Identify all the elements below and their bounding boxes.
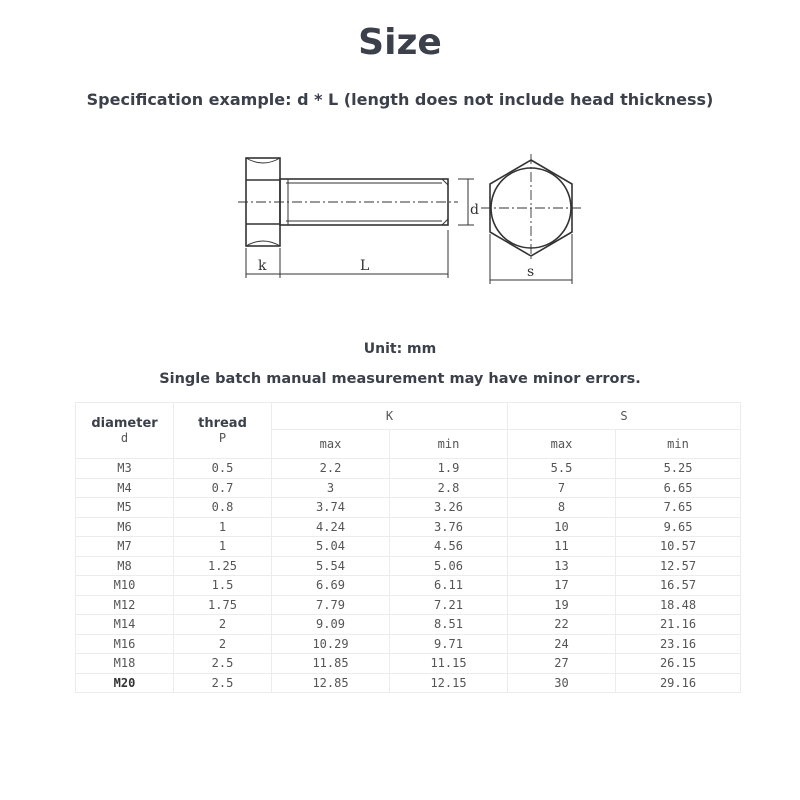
cell-s-max: 24 bbox=[508, 634, 616, 654]
bolt-diagram bbox=[236, 150, 586, 285]
cell-k-max: 11.85 bbox=[272, 654, 390, 674]
label-s: s bbox=[527, 264, 535, 280]
header-s-min: min bbox=[616, 430, 741, 459]
table-row bbox=[76, 595, 741, 615]
cell-k-max: 3.74 bbox=[272, 498, 390, 518]
cell-s-min: 18.48 bbox=[616, 595, 741, 615]
cell-k-min: 4.56 bbox=[390, 537, 508, 557]
cell-s-max: 22 bbox=[508, 615, 616, 635]
table-row bbox=[76, 459, 741, 479]
cell-diameter: M4 bbox=[76, 478, 174, 498]
cell-k-min: 3.26 bbox=[390, 498, 508, 518]
cell-thread: 1 bbox=[174, 517, 272, 537]
cell-diameter: M8 bbox=[76, 556, 174, 576]
table-row bbox=[76, 556, 741, 576]
header-s-max: max bbox=[508, 430, 616, 459]
cell-k-max: 9.09 bbox=[272, 615, 390, 635]
cell-k-max: 3 bbox=[272, 478, 390, 498]
table-row bbox=[76, 478, 741, 498]
cell-s-max: 7 bbox=[508, 478, 616, 498]
header-diameter: diameter d bbox=[76, 403, 174, 459]
cell-s-max: 17 bbox=[508, 576, 616, 596]
table-row bbox=[76, 517, 741, 537]
cell-k-max: 10.29 bbox=[272, 634, 390, 654]
cell-k-min: 3.76 bbox=[390, 517, 508, 537]
cell-k-min: 1.9 bbox=[390, 459, 508, 479]
cell-k-min: 8.51 bbox=[390, 615, 508, 635]
header-diameter-symbol: d bbox=[120, 431, 129, 445]
cell-k-min: 11.15 bbox=[390, 654, 508, 674]
table-row bbox=[76, 576, 741, 596]
cell-diameter: M7 bbox=[76, 537, 174, 557]
cell-thread: 1 bbox=[174, 537, 272, 557]
cell-diameter: M14 bbox=[76, 615, 174, 635]
cell-k-min: 5.06 bbox=[390, 556, 508, 576]
header-k-min: min bbox=[390, 430, 508, 459]
cell-k-max: 5.04 bbox=[272, 537, 390, 557]
unit-label: Unit: mm bbox=[363, 341, 437, 357]
cell-diameter: M18 bbox=[76, 654, 174, 674]
cell-s-min: 16.57 bbox=[616, 576, 741, 596]
cell-s-min: 5.25 bbox=[616, 459, 741, 479]
cell-k-min: 7.21 bbox=[390, 595, 508, 615]
cell-s-min: 12.57 bbox=[616, 556, 741, 576]
cell-diameter: M3 bbox=[76, 459, 174, 479]
cell-thread: 0.7 bbox=[174, 478, 272, 498]
table-row bbox=[76, 615, 741, 635]
cell-s-min: 21.16 bbox=[616, 615, 741, 635]
cell-thread: 0.5 bbox=[174, 459, 272, 479]
cell-s-min: 23.16 bbox=[616, 634, 741, 654]
spec-table bbox=[75, 402, 741, 693]
cell-s-max: 30 bbox=[508, 673, 616, 693]
table-row bbox=[76, 498, 741, 518]
table-row bbox=[76, 634, 741, 654]
header-s: S bbox=[508, 403, 741, 430]
cell-diameter: M5 bbox=[76, 498, 174, 518]
cell-k-max: 6.69 bbox=[272, 576, 390, 596]
cell-k-min: 6.11 bbox=[390, 576, 508, 596]
cell-thread: 0.8 bbox=[174, 498, 272, 518]
cell-s-max: 8 bbox=[508, 498, 616, 518]
page-title: Size bbox=[358, 22, 442, 63]
cell-k-min: 2.8 bbox=[390, 478, 508, 498]
cell-thread: 2.5 bbox=[174, 673, 272, 693]
cell-s-max: 11 bbox=[508, 537, 616, 557]
cell-s-min: 9.65 bbox=[616, 517, 741, 537]
cell-s-min: 26.15 bbox=[616, 654, 741, 674]
table-row bbox=[76, 537, 741, 557]
cell-s-max: 5.5 bbox=[508, 459, 616, 479]
cell-diameter: M12 bbox=[76, 595, 174, 615]
table-row bbox=[76, 654, 741, 674]
cell-thread: 1.75 bbox=[174, 595, 272, 615]
cell-s-max: 13 bbox=[508, 556, 616, 576]
label-k: k bbox=[258, 258, 267, 274]
cell-thread: 2 bbox=[174, 615, 272, 635]
cell-k-max: 5.54 bbox=[272, 556, 390, 576]
header-k-max: max bbox=[272, 430, 390, 459]
cell-k-max: 4.24 bbox=[272, 517, 390, 537]
cell-thread: 2 bbox=[174, 634, 272, 654]
spec-example-text: Specification example: d * L (length does not include head thickness) bbox=[86, 90, 714, 109]
table-row bbox=[76, 673, 741, 693]
cell-diameter: M20 bbox=[76, 673, 174, 693]
measurement-note: Single batch manual measurement may have minor errors. bbox=[159, 371, 641, 387]
header-thread-symbol: P bbox=[218, 431, 227, 445]
header-thread: thread P bbox=[174, 403, 272, 459]
label-d: d bbox=[470, 202, 479, 218]
cell-s-min: 7.65 bbox=[616, 498, 741, 518]
cell-k-max: 2.2 bbox=[272, 459, 390, 479]
header-k: K bbox=[272, 403, 508, 430]
cell-thread: 1.5 bbox=[174, 576, 272, 596]
spec-table-body bbox=[76, 459, 741, 693]
cell-k-max: 7.79 bbox=[272, 595, 390, 615]
cell-s-min: 10.57 bbox=[616, 537, 741, 557]
cell-s-max: 10 bbox=[508, 517, 616, 537]
cell-s-min: 29.16 bbox=[616, 673, 741, 693]
cell-s-min: 6.65 bbox=[616, 478, 741, 498]
cell-s-max: 19 bbox=[508, 595, 616, 615]
cell-thread: 1.25 bbox=[174, 556, 272, 576]
cell-diameter: M6 bbox=[76, 517, 174, 537]
cell-thread: 2.5 bbox=[174, 654, 272, 674]
cell-k-min: 9.71 bbox=[390, 634, 508, 654]
cell-k-min: 12.15 bbox=[390, 673, 508, 693]
cell-diameter: M16 bbox=[76, 634, 174, 654]
cell-k-max: 12.85 bbox=[272, 673, 390, 693]
cell-s-max: 27 bbox=[508, 654, 616, 674]
cell-diameter: M10 bbox=[76, 576, 174, 596]
label-L: L bbox=[360, 258, 370, 274]
